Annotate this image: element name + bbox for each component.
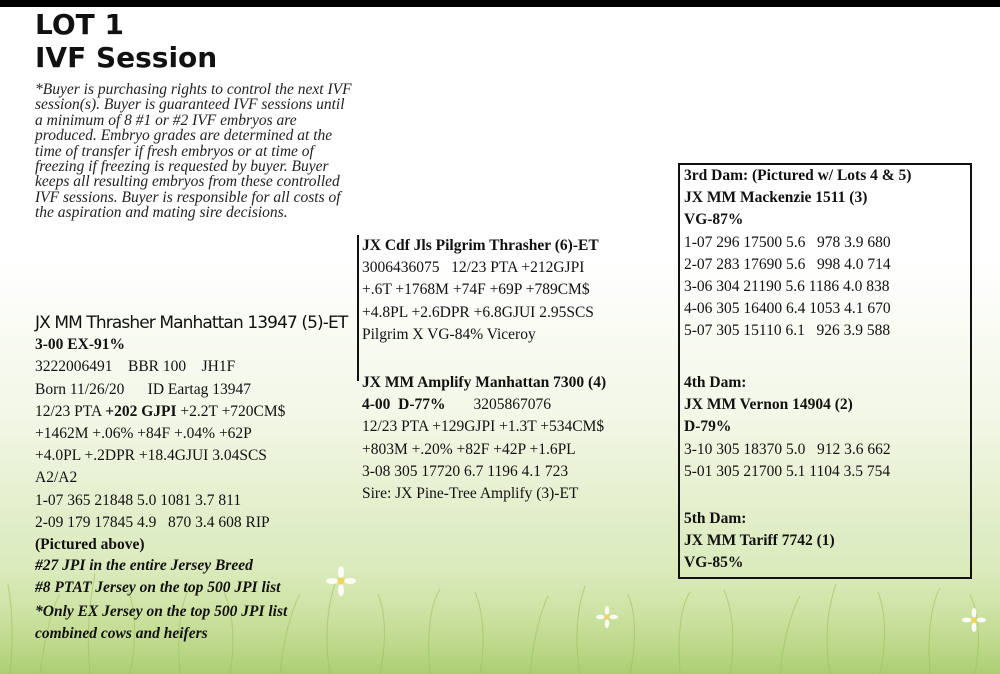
cow-born: Born 11/26/20 ID Eartag 13947 xyxy=(35,380,251,398)
third-dam-record: 3-06 304 21190 5.6 1186 4.0 838 xyxy=(684,278,890,296)
cow-pta xyxy=(35,401,347,423)
fifth-dam-class: VG-85% xyxy=(684,554,744,572)
third-dam-record: 2-07 283 17690 5.6 998 4.0 714 xyxy=(684,255,891,273)
sire-line: Pilgrim X VG-84% Viceroy xyxy=(362,325,536,343)
fourth-dam-record: 3-10 305 18370 5.0 912 3.6 662 xyxy=(684,440,891,458)
sire-line: +4.8PL +2.6DPR +6.8GJUI 2.95SCS xyxy=(362,303,594,321)
fourth-dam-name: JX MM Vernon 14904 (2) xyxy=(684,396,853,414)
page-title: IVF Session xyxy=(35,41,218,74)
sire-line: +.6T +1768M +74F +69P +789CM$ xyxy=(362,281,590,299)
cow-highlight: #8 PTAT Jersey on the top 500 JPI list xyxy=(35,579,281,597)
cow-classification: 3-00 EX-91% xyxy=(35,336,125,354)
sire-line: 3006436075 12/23 PTA +212GJPI xyxy=(362,259,585,277)
third-dam-heading: 3rd Dam: (Pictured w/ Lots 4 & 5) xyxy=(684,167,912,184)
dam-line: 3-08 305 17720 6.7 1196 4.1 723 xyxy=(362,462,569,480)
fourth-dam-class: D-79% xyxy=(684,418,732,436)
sire-section xyxy=(362,235,599,346)
dam-registration: 3205867076 xyxy=(473,396,552,414)
cow-genomic-line: +4.0PL +.2DPR +18.4GJUI 3.04SCS xyxy=(35,447,267,465)
cow-pictured-note: (Pictured above) xyxy=(35,536,145,554)
cow-record: 2-09 179 17845 4.9 870 3.4 608 RIP xyxy=(35,513,270,531)
buyer-note: *Buyer is purchasing rights to control the next IVF session(s). Buyer is guaranteed IVF sessions until a minimum of 8 #1 or #2 IVF embryos are produced. Embryo grades are determined at the time of transfer if fresh embryos or at time of freezing if freezing is requested by buyer. Buyer keeps all resulting embryos from these controlled IVF sessions. Buyer is responsible for all costs of the aspiration and mating sire decisions. xyxy=(35,81,352,222)
cow-registration: 3222006491 BBR 100 JH1F xyxy=(35,358,236,376)
daisy-icon xyxy=(596,606,618,628)
fourth-dam-record: 5-01 305 21700 5.1 1104 3.5 754 xyxy=(684,462,891,480)
cow-genomic-line: +1462M +.06% +84F +.04% +62P xyxy=(35,425,252,443)
dam-classification: 4-00 D-77% xyxy=(362,396,446,414)
third-dam-record: 1-07 296 17500 5.6 978 3.9 680 xyxy=(684,233,891,251)
fourth-dam-heading: 4th Dam: xyxy=(684,374,747,391)
lot-number: LOT 1 xyxy=(35,8,124,41)
third-dam-name: JX MM Mackenzie 1511 (3) xyxy=(684,189,868,207)
cow-highlight: combined cows and heifers xyxy=(35,625,208,643)
dam-line: Sire: JX Pine-Tree Amplify (3)-ET xyxy=(362,485,579,503)
cow-section xyxy=(35,312,347,644)
dam-class-line xyxy=(362,394,606,416)
cow-highlight: *Only EX Jersey on the top 500 JPI list xyxy=(35,603,288,621)
dam-line: +803M +.20% +82F +42P +1.6PL xyxy=(362,440,576,458)
cow-highlight: #27 JPI in the entire Jersey Breed xyxy=(35,557,253,575)
cow-record: 1-07 365 21848 5.0 1081 3.7 811 xyxy=(35,491,242,509)
dam-name: JX MM Amplify Manhattan 7300 (4) xyxy=(362,374,607,391)
fourth-dam xyxy=(684,372,891,483)
fifth-dam-heading: 5th Dam: xyxy=(684,510,747,527)
third-dam-class: VG-87% xyxy=(684,211,744,229)
dam-line: 12/23 PTA +129GJPI +1.3T +534CM$ xyxy=(362,418,605,436)
pta-suffix: +2.2T +720CM$ xyxy=(176,402,286,420)
ancestry-box xyxy=(678,163,972,579)
fifth-dam-name: JX MM Tariff 7742 (1) xyxy=(684,532,835,550)
pta-gjpi: +202 GJPI xyxy=(105,402,177,420)
column-divider xyxy=(357,235,359,381)
pta-prefix: 12/23 PTA xyxy=(35,402,106,420)
sire-name: JX Cdf Jls Pilgrim Thrasher (6)-ET xyxy=(362,237,599,254)
third-dam xyxy=(684,165,911,343)
third-dam-record: 4-06 305 16400 6.4 1053 4.1 670 xyxy=(684,300,891,318)
daisy-icon xyxy=(962,608,986,632)
fifth-dam xyxy=(684,508,835,575)
top-border-bar xyxy=(0,0,1000,7)
cow-name: JX MM Thrasher Manhattan 13947 (5)-ET xyxy=(35,313,348,333)
third-dam-record: 5-07 305 15110 6.1 926 3.9 588 xyxy=(684,322,891,340)
cow-genomic-line: A2/A2 xyxy=(35,469,78,487)
dam-section xyxy=(362,372,606,505)
